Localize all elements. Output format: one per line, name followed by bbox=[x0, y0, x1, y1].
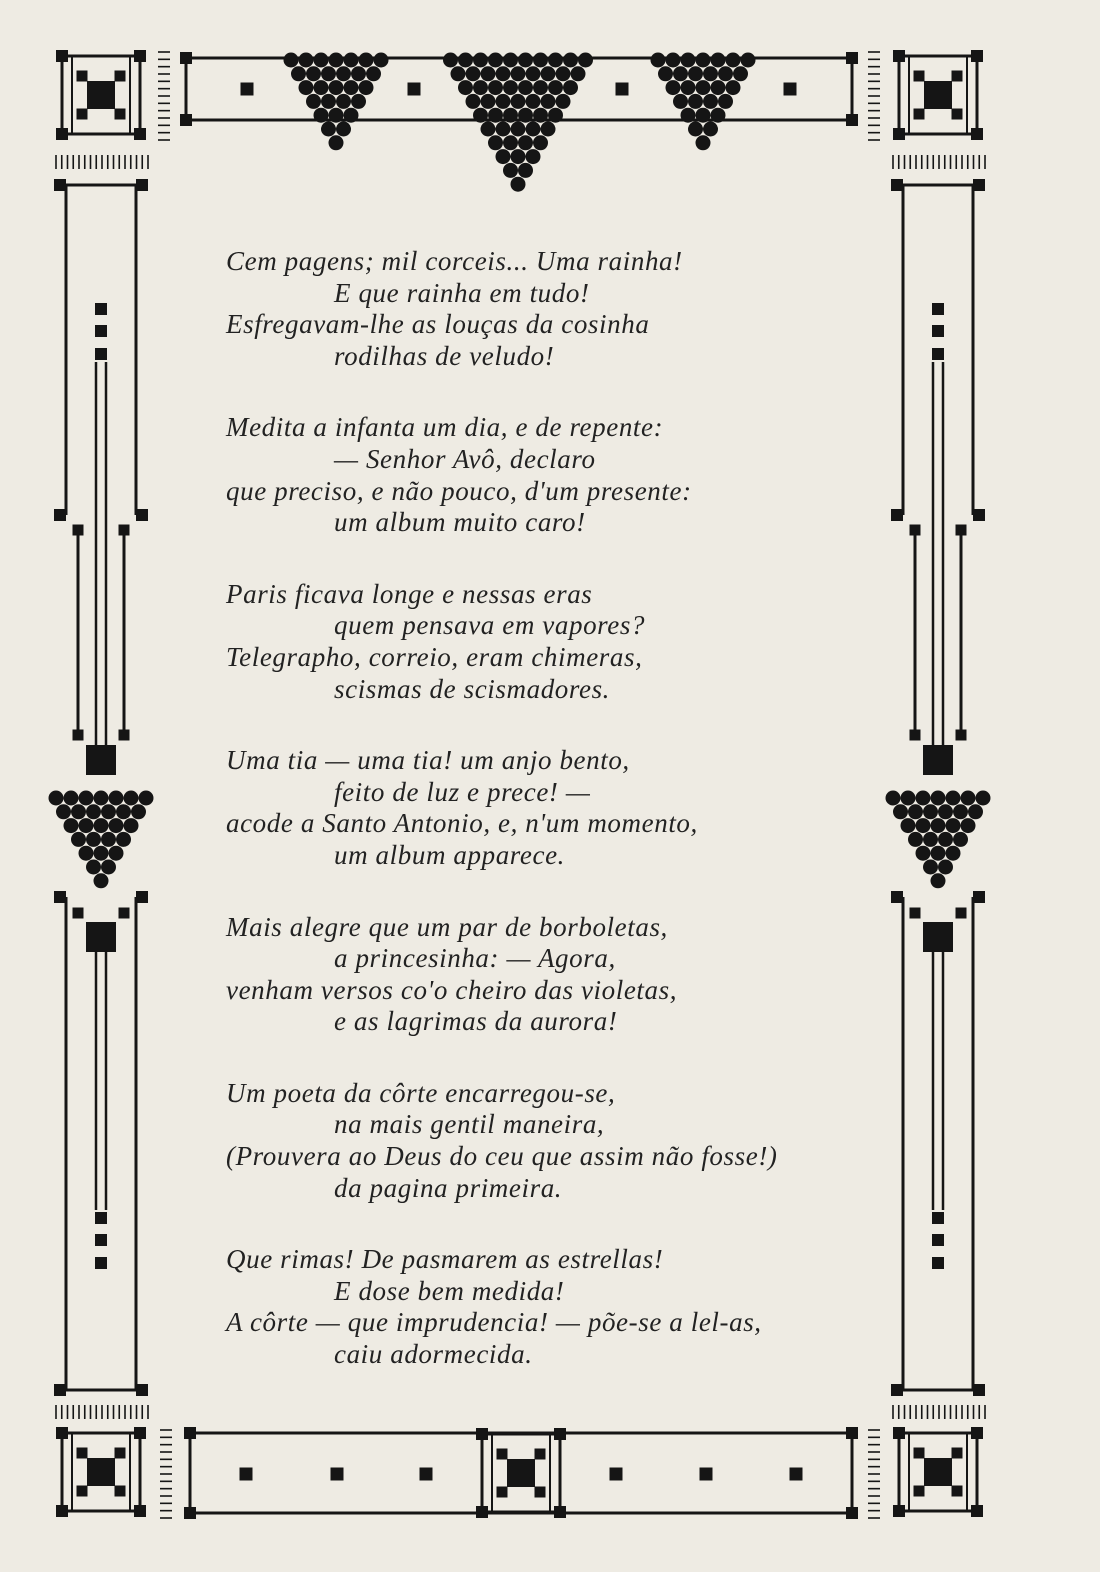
poem-line: Medita a infanta um dia, e de repente: bbox=[226, 412, 664, 443]
poem-line: Paris ficava longe e nessas eras bbox=[226, 578, 593, 609]
stanza bbox=[226, 412, 846, 538]
corner-ornament bbox=[56, 50, 146, 140]
poem-line: Cem pagens; mil corceis... Uma rainha! bbox=[226, 246, 683, 276]
grape-cluster-ornament bbox=[284, 53, 389, 151]
grape-cluster-ornament bbox=[49, 791, 154, 889]
grape-cluster-ornament bbox=[886, 791, 991, 889]
poem-line: da pagina primeira. bbox=[334, 1172, 563, 1203]
stanza bbox=[226, 246, 846, 372]
poem-line: Mais alegre que um par de borboletas, bbox=[226, 911, 668, 942]
poem-line: Esfregavam-lhe as louças da cosinha bbox=[226, 309, 650, 340]
center-ornament bbox=[476, 1428, 566, 1518]
poem-line: acode a Santo Antonio, e, n'um momento, bbox=[226, 808, 698, 839]
poem-line: que preciso, e não pouco, d'um presente: bbox=[226, 475, 692, 506]
poem-line: caiu adormecida. bbox=[334, 1339, 533, 1370]
comb-ornament bbox=[893, 1405, 985, 1419]
poem-line: Um poeta da côrte encarregou-se, bbox=[226, 1077, 616, 1108]
corner-ornament bbox=[893, 1427, 983, 1517]
poem-line: venham versos co'o cheiro das violetas, bbox=[226, 974, 678, 1005]
comb-ornament bbox=[160, 1430, 172, 1518]
side-column-upper bbox=[891, 179, 985, 775]
poem-line: (Prouvera ao Deus do ceu que assim não fosse!) bbox=[226, 1141, 778, 1172]
comb-ornament bbox=[56, 1405, 148, 1419]
comb-ornament bbox=[868, 1430, 880, 1518]
poem-line: E que rainha em tudo! bbox=[334, 277, 590, 308]
poem-line: E dose bem medida! bbox=[334, 1275, 565, 1306]
poem-line: Que rimas! De pasmarem as estrellas! bbox=[226, 1244, 664, 1275]
comb-ornament bbox=[868, 52, 880, 140]
poem-line: um album muito caro! bbox=[334, 507, 586, 538]
poem-text bbox=[226, 246, 846, 1411]
grape-cluster-ornament bbox=[443, 53, 593, 192]
poem-line: na mais gentil maneira, bbox=[334, 1109, 605, 1140]
grape-cluster-ornament bbox=[651, 53, 756, 151]
comb-ornament bbox=[158, 52, 170, 140]
poem-line: a princesinha: — Agora, bbox=[334, 943, 616, 974]
side-column-lower bbox=[891, 891, 985, 1396]
stanza bbox=[226, 745, 846, 871]
stanza bbox=[226, 1244, 846, 1370]
comb-ornament bbox=[56, 155, 148, 169]
poem-line: A côrte — que imprudencia! — põe-se a lel-as, bbox=[226, 1307, 762, 1338]
poem-line: feito de luz e prece! — bbox=[334, 776, 591, 807]
poem-line: um album apparece. bbox=[334, 839, 566, 870]
stanza bbox=[226, 579, 846, 705]
poem-line: Telegrapho, correio, eram chimeras, bbox=[226, 641, 643, 672]
poem-line: rodilhas de veludo! bbox=[334, 340, 555, 371]
stanza bbox=[226, 1078, 846, 1204]
corner-ornament bbox=[56, 1427, 146, 1517]
poem-line: Uma tia — uma tia! um anjo bento, bbox=[226, 745, 630, 776]
side-column-lower bbox=[54, 891, 148, 1396]
poem-line: scismas de scismadores. bbox=[334, 673, 611, 704]
corner-ornament bbox=[893, 50, 983, 140]
poem-line: e as lagrimas da aurora! bbox=[334, 1006, 618, 1037]
stanza bbox=[226, 912, 846, 1038]
poem-line: — Senhor Avô, declaro bbox=[334, 443, 596, 474]
side-column-upper bbox=[54, 179, 148, 775]
poem-line: quem pensava em vapores? bbox=[334, 610, 646, 641]
comb-ornament bbox=[893, 155, 985, 169]
